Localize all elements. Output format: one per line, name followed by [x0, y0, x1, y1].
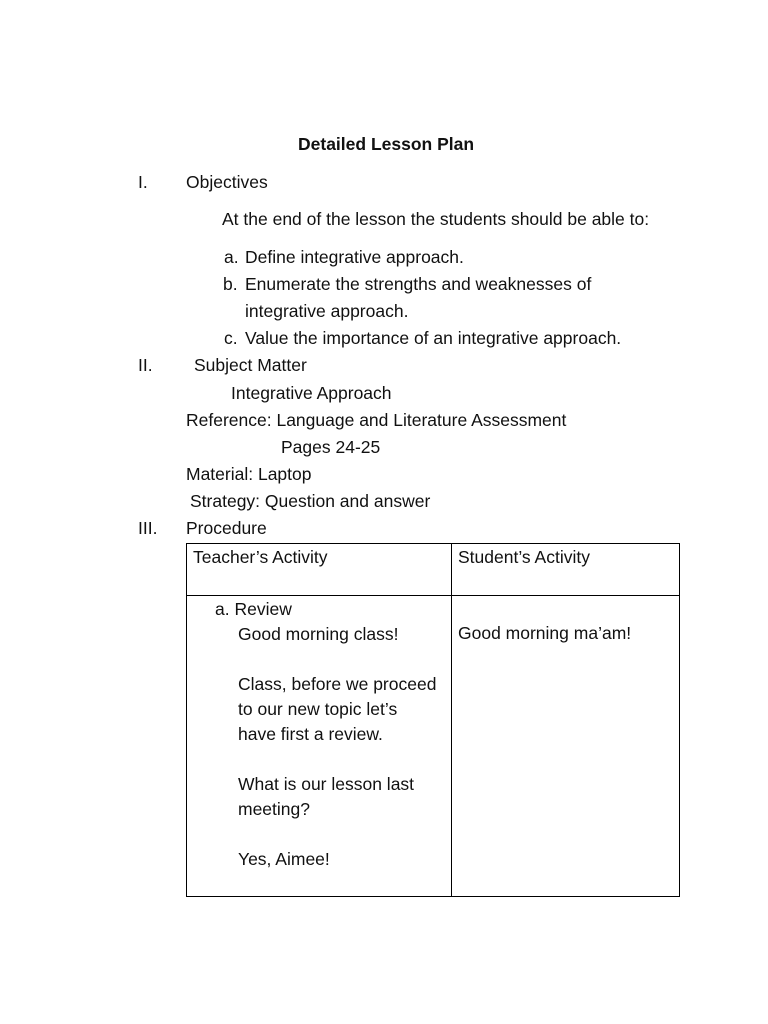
- teacher-line: meeting?: [238, 799, 310, 819]
- review-label: a. Review: [215, 599, 292, 619]
- student-activity-header-cell: [452, 544, 680, 596]
- subject-strategy: Strategy: Question and answer: [190, 491, 431, 511]
- objective-item-c: Value the importance of an integrative approach.: [245, 328, 622, 348]
- section-numeral-iii: III.: [138, 518, 158, 538]
- objectives-heading: Objectives: [186, 172, 268, 192]
- teacher-line: What is our lesson last: [238, 774, 415, 794]
- objective-letter-c: c.: [224, 328, 238, 348]
- procedure-table: [186, 543, 680, 897]
- table-header-row: [187, 544, 680, 596]
- teacher-activity-cell: [187, 596, 452, 897]
- objective-letter-a: a.: [224, 247, 239, 267]
- procedure-heading: Procedure: [186, 518, 267, 538]
- objective-item-a: Define integrative approach.: [245, 247, 464, 267]
- teacher-line: to our new topic let’s: [238, 699, 398, 719]
- teacher-line: have first a review.: [238, 724, 383, 744]
- subject-pages: Pages 24-25: [281, 437, 381, 457]
- objective-item-b-continued: integrative approach.: [245, 301, 409, 321]
- blank-line: [215, 822, 451, 847]
- blank-line: [215, 647, 451, 672]
- teacher-line: Yes, Aimee!: [238, 849, 330, 869]
- subject-reference: Reference: Language and Literature Assessment: [186, 410, 567, 430]
- subject-matter-heading: Subject Matter: [194, 355, 307, 375]
- teacher-line: Good morning class!: [238, 624, 399, 644]
- section-numeral-ii: II.: [138, 355, 153, 375]
- objectives-intro: At the end of the lesson the students should be able to:: [222, 209, 650, 229]
- blank-line: [215, 747, 451, 772]
- student-line: Good morning ma’am!: [458, 623, 632, 643]
- subject-topic: Integrative Approach: [231, 383, 392, 403]
- teacher-activity-header: Teacher’s Activity: [193, 547, 328, 567]
- table-row: [187, 596, 680, 897]
- objective-letter-b: b.: [223, 274, 238, 294]
- subject-material: Material: Laptop: [186, 464, 312, 484]
- teacher-line: Class, before we proceed: [238, 674, 437, 694]
- teacher-activity-header-cell: [187, 544, 452, 596]
- student-activity-cell: [452, 596, 680, 897]
- student-activity-header: Student’s Activity: [458, 547, 590, 567]
- document-title: Detailed Lesson Plan: [298, 134, 475, 154]
- section-numeral-i: I.: [138, 172, 148, 192]
- objective-item-b: Enumerate the strengths and weaknesses of: [245, 274, 592, 294]
